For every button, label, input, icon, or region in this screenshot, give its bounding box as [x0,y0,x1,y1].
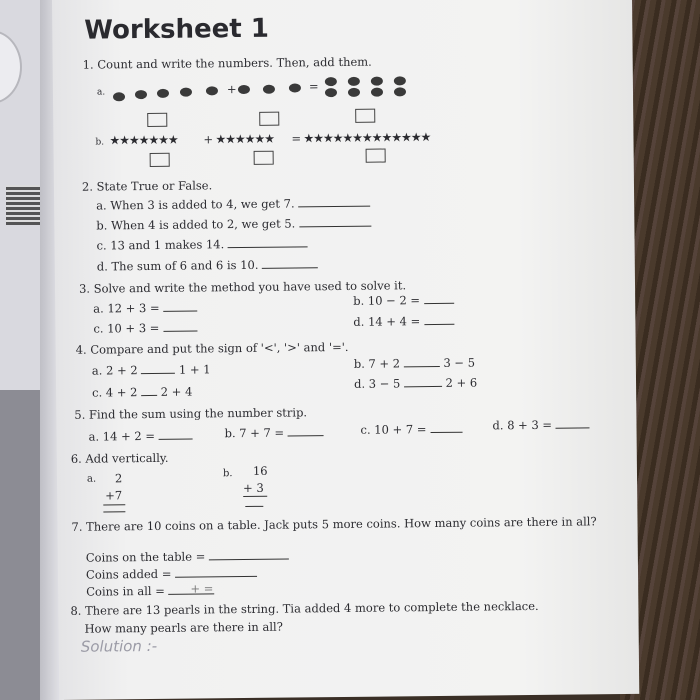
answer-box[interactable] [366,149,386,163]
answer-box[interactable] [147,113,167,127]
circle-dot-icon [371,88,383,97]
circle-dot-icon [394,87,406,96]
qr-code-icon [6,185,42,225]
q6-a-top: 2 [114,471,123,486]
question-7-heading: 7. There are 10 coins on a table. Jack puts 5 more coins. How many coins are there in all? [71,514,597,534]
q5-a: a. 14 + 2 = [89,429,193,444]
question-8-heading: 8. There are 13 pearls in the string. Tia added 4 more to complete the necklace. [70,598,539,618]
answer-box[interactable] [150,153,170,167]
q4-c: c. 4 + 2 2 + 4 [92,384,193,400]
circle-dot-icon [289,83,301,92]
answer-box[interactable] [355,109,375,123]
question-1-heading: 1. Count and write the numbers. Then, add them. [82,54,372,72]
q6-a-bottom: +7 [105,488,123,503]
q1a-label: a. [96,87,106,98]
page-title: Worksheet 1 [84,13,270,46]
equals-sign: = [308,79,319,94]
plus-sign: + [203,132,214,147]
circle-dot-icon [325,77,337,86]
q1b-stars-group-1: ★★★★★★★ [109,132,178,148]
answer-box[interactable] [254,151,274,165]
q3-c: c. 10 + 3 = [93,320,197,335]
circle-dot-icon [157,89,169,98]
question-2-heading: 2. State True or False. [81,178,213,194]
worksheet-page [52,0,639,700]
q6-b-top: 16 [252,463,268,478]
q6-b-label: b. [222,468,233,480]
q6-b-answer-line[interactable] [245,506,263,507]
circle-dot-icon [394,76,406,85]
q7-line-3: Coins in all = + = [86,581,214,599]
circle-dot-icon [263,85,275,94]
question-4-heading: 4. Compare and put the sign of '<', '>' and '='. [75,339,349,357]
q1b-stars-group-2: ★★★★★★ [215,131,275,147]
q1b-label: b. [95,137,105,148]
question-5-heading: 5. Find the sum using the number strip. [74,405,308,422]
handwritten-solution: Solution :- [80,636,158,656]
answer-box[interactable] [259,112,279,126]
circle-dot-icon [113,92,125,101]
q3-d: d. 14 + 4 = [353,314,454,329]
q6-b-bottom: + 3 [243,480,264,496]
q3-b: b. 10 − 2 = [353,293,454,308]
circle-dot-icon [180,88,192,97]
q2-item-a: a. When 3 is added to 4, we get 7. [96,196,370,213]
q1b-stars-group-3: ★★★★★★★★★★★★★ [303,130,431,146]
question-6-heading: 6. Add vertically. [70,450,169,466]
q4-d: d. 3 − 5 2 + 6 [353,375,478,391]
q7-line-2: Coins added = [86,566,257,582]
plus-sign: + [226,82,237,97]
circle-dot-icon [325,88,337,97]
q8-line-2: How many pearls are there in all? [84,619,283,636]
q6-a-line [103,504,125,505]
q4-b: b. 7 + 2 3 − 5 [353,355,476,371]
page-decoration-circle [0,30,22,104]
circle-dot-icon [371,77,383,86]
q7-line-1: Coins on the table = [86,549,289,565]
q2-item-c: c. 13 and 1 makes 14. [97,236,308,252]
q5-b: b. 7 + 7 = [224,425,323,440]
circle-dot-icon [348,77,360,86]
q6-a-label: a. [86,473,97,485]
circle-dot-icon [238,85,250,94]
circle-dot-icon [206,86,218,95]
q6-a-answer-line[interactable] [103,511,125,512]
question-3-heading: 3. Solve and write the method you have used to solve it. [78,278,407,296]
q7-line-3-marks: + = [190,581,214,596]
q4-a: a. 2 + 2 1 + 1 [91,362,211,378]
q5-d: d. 8 + 3 = [492,417,589,432]
q2-item-d: d. The sum of 6 and 6 is 10. [97,257,318,273]
equals-sign: = [291,131,302,146]
q3-a: a. 12 + 3 = [93,300,197,315]
circle-dot-icon [135,90,147,99]
q6-b-line [243,496,267,497]
q5-c: c. 10 + 7 = [360,422,462,437]
q2-item-b: b. When 4 is added to 2, we get 5. [96,216,371,233]
circle-dot-icon [348,88,360,97]
